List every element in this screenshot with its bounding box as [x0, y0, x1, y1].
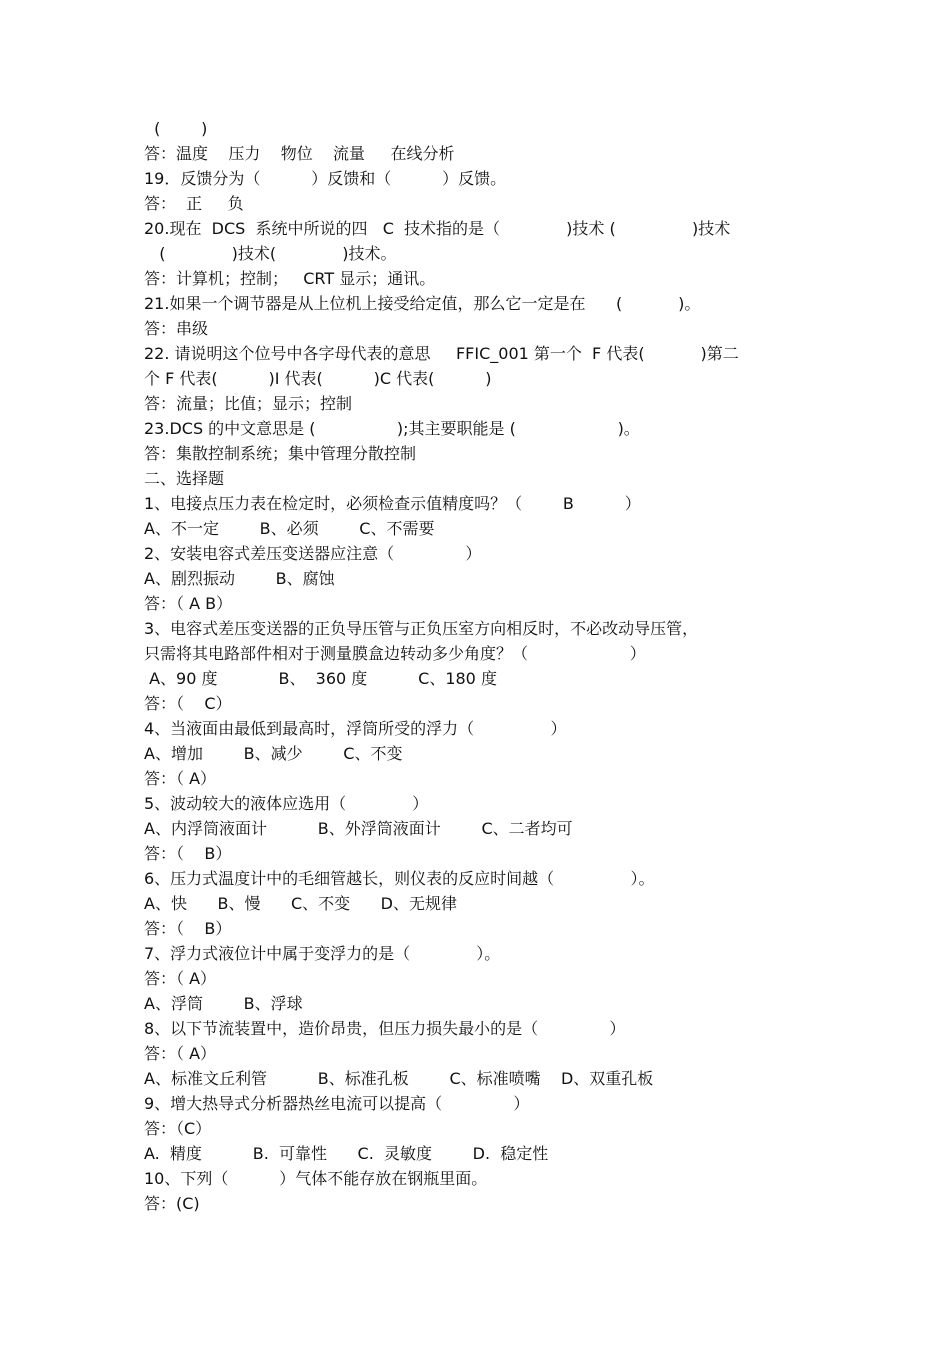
answer-line: 答：集散控制系统；集中管理分散控制: [144, 444, 417, 463]
question-22-continued: 个 F 代表( )I 代表( )C 代表( ): [144, 369, 492, 388]
choice-options: A、浮筒 B、浮球: [144, 994, 303, 1013]
choice-options: A、剧烈振动 B、腐蚀: [144, 569, 335, 588]
answer-blank-line: ( ): [144, 119, 208, 138]
choice-question-10: 10、下列（ ）气体不能存放在钢瓶里面。: [144, 1169, 488, 1188]
question-21: 21.如果一个调节器是从上位机上接受给定值，那么它一定是在 ( )。: [144, 294, 701, 313]
question-20-continued: ( )技术( )技术。: [144, 244, 397, 263]
question-23: 23.DCS 的中文意思是 ( );其主要职能是 ( )。: [144, 419, 640, 438]
answer-line: 答：（ B）: [144, 844, 232, 863]
document-body: [144, 116, 814, 1216]
choice-options: A、标准文丘利管 B、标准孔板 C、标准喷嘴 D、双重孔板: [144, 1069, 654, 1088]
choice-question-3-continued: 只需将其电路部件相对于测量膜盒边转动多少角度？（ ）: [144, 644, 646, 663]
answer-line: 答：（ C）: [144, 694, 232, 713]
answer-line: 答：（C）: [144, 1119, 212, 1138]
choice-options: A、增加 B、减少 C、不变: [144, 744, 403, 763]
question-22: 22. 请说明这个位号中各字母代表的意思 FFIC_001 第一个 F 代表( )第二: [144, 344, 739, 363]
choice-options: A、不一定 B、必须 C、不需要: [144, 519, 435, 538]
choice-question-2: 2、安装电容式差压变送器应注意（ ）: [144, 544, 482, 563]
answer-line: 答：（ A）: [144, 1044, 217, 1063]
choice-question-3: 3、电容式差压变送器的正负导压管与正负压室方向相反时，不必改动导压管，: [144, 619, 699, 638]
answer-line: 答：(C): [144, 1194, 200, 1213]
answer-line: 答：温度 压力 物位 流量 在线分析: [144, 144, 455, 163]
choice-question-7: 7、浮力式液位计中属于变浮力的是（ ）。: [144, 944, 501, 963]
choice-question-5: 5、波动较大的液体应选用（ ）: [144, 794, 429, 813]
answer-line: 答：流量；比值；显示；控制: [144, 394, 353, 413]
answer-line: 答：（ A）: [144, 969, 217, 988]
choice-options: A、90 度 B、 360 度 C、180 度: [144, 669, 497, 688]
answer-line: 答：（ A）: [144, 769, 217, 788]
choice-question-1: 1、电接点压力表在检定时，必须检查示值精度吗？（ B ）: [144, 494, 641, 513]
answer-line: 答：（ A B）: [144, 594, 233, 613]
choice-question-6: 6、压力式温度计中的毛细管越长，则仪表的反应时间越（ ）。: [144, 869, 655, 888]
answer-line: 答：串级: [144, 319, 209, 338]
choice-options: A、快 B、慢 C、不变 D、无规律: [144, 894, 457, 913]
answer-line: 答： 正 负: [144, 194, 244, 213]
question-20: 20.现在 DCS 系统中所说的四 C 技术指的是（ )技术 ( )技术: [144, 219, 731, 238]
choice-question-4: 4、当液面由最低到最高时，浮筒所受的浮力（ ）: [144, 719, 567, 738]
choice-question-8: 8、以下节流装置中，造价昂贵，但压力损失最小的是（ ）: [144, 1019, 626, 1038]
question-19: 19．反馈分为（ ）反馈和（ ）反馈。: [144, 169, 507, 188]
answer-line: 答：计算机；控制； CRT 显示；通讯。: [144, 269, 436, 288]
choice-options: A. 精度 B. 可靠性 C. 灵敏度 D. 稳定性: [144, 1144, 549, 1163]
choice-question-9: 9、增大热导式分析器热丝电流可以提高（ ）: [144, 1094, 530, 1113]
choice-options: A、内浮筒液面计 B、外浮筒液面计 C、二者均可: [144, 819, 573, 838]
answer-line: 答：（ B）: [144, 919, 232, 938]
section-heading: 二、选择题: [144, 469, 225, 488]
